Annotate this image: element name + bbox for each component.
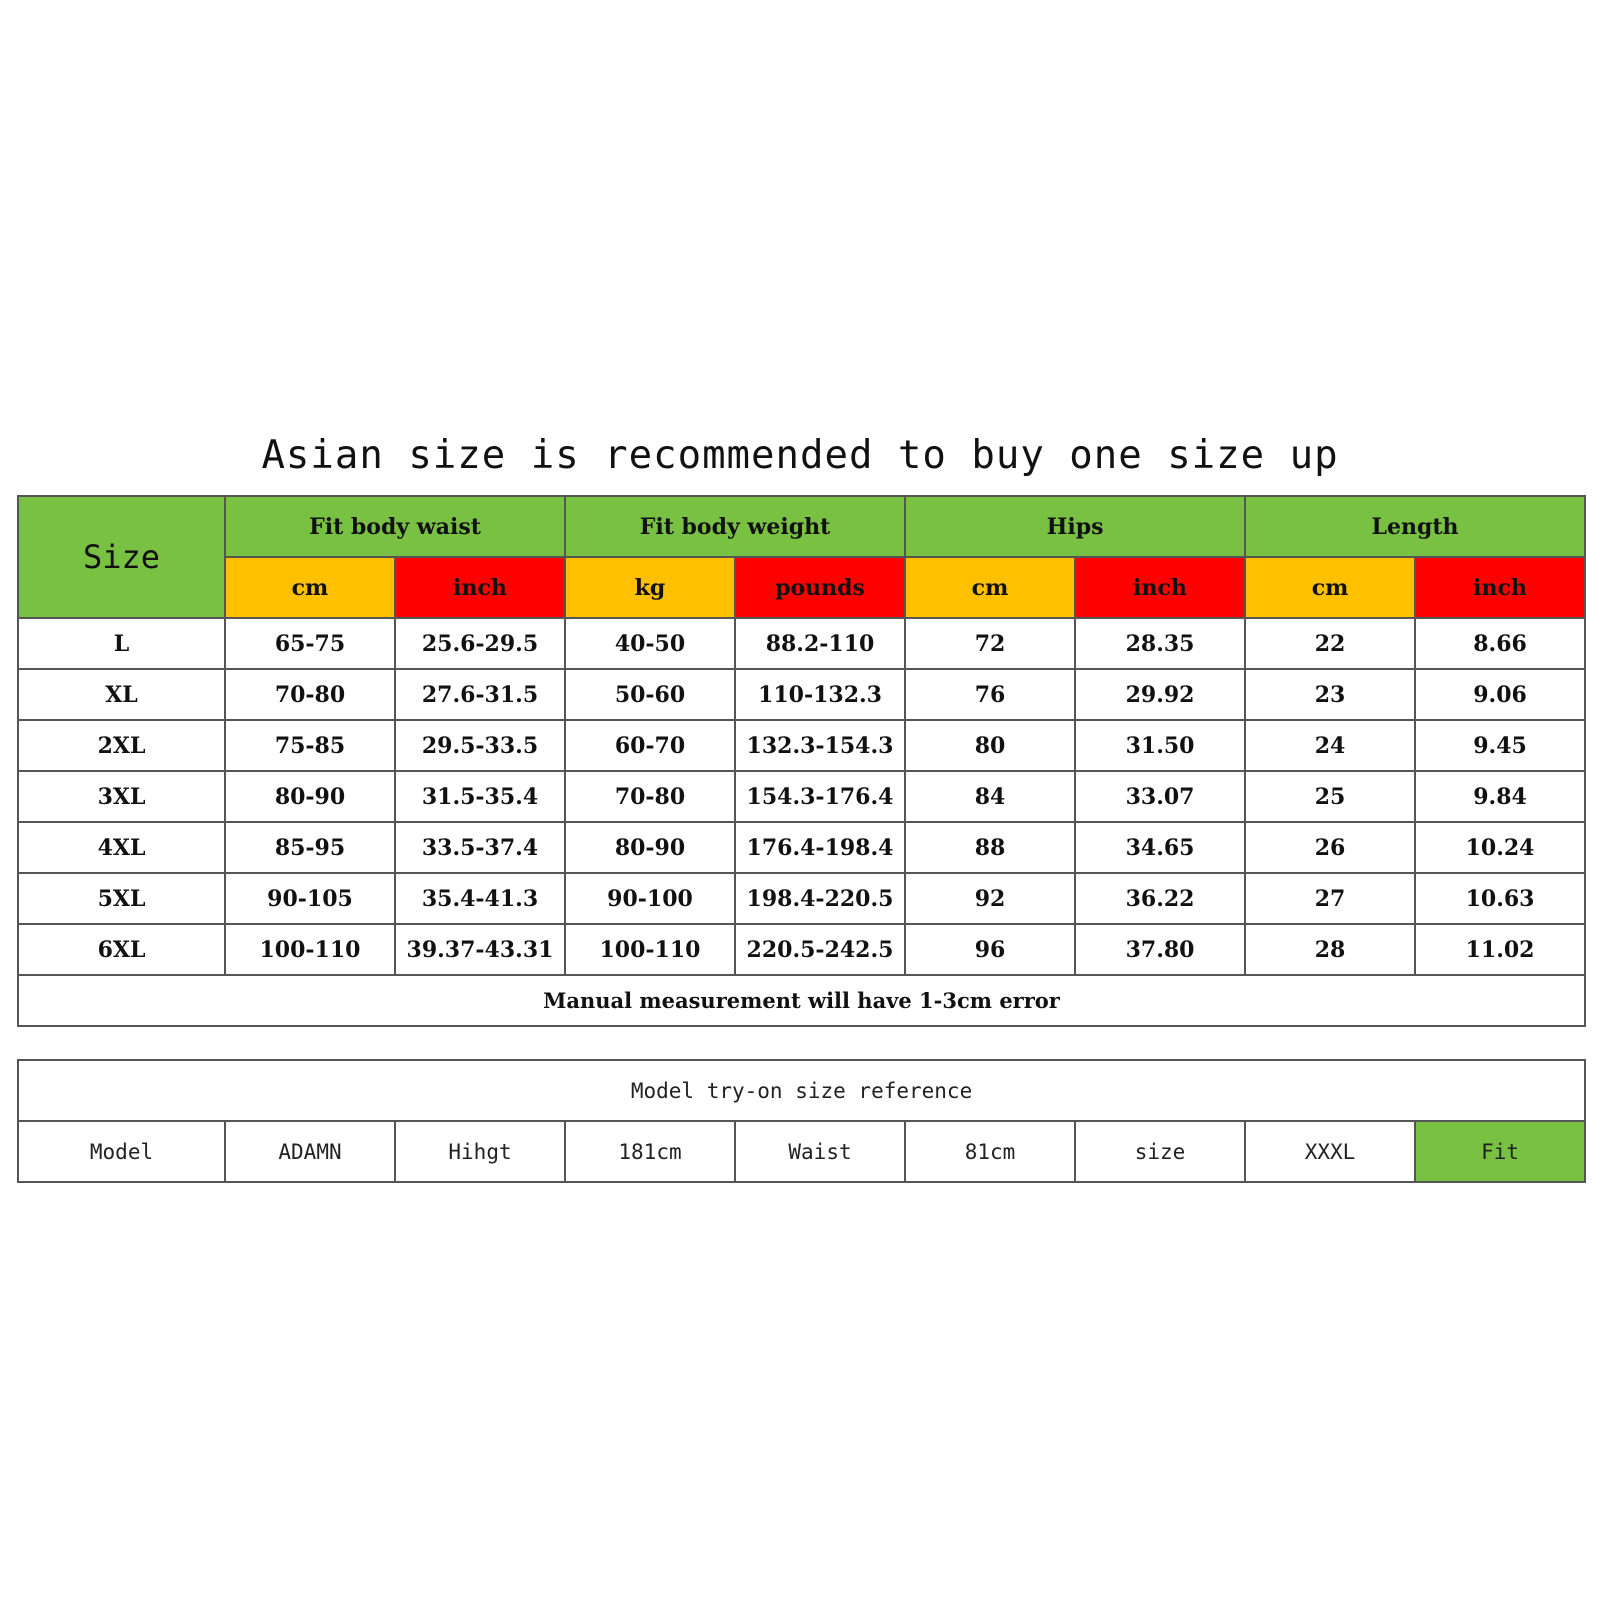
table-cell: 90-105	[225, 873, 395, 924]
table-cell: 80	[905, 720, 1075, 771]
model-heading-row	[18, 1060, 1585, 1121]
table-cell: 70-80	[225, 669, 395, 720]
header-row-groups	[18, 496, 1585, 557]
fit-badge: Fit	[1415, 1121, 1585, 1182]
table-cell: 36.22	[1075, 873, 1245, 924]
table-cell: 100-110	[565, 924, 735, 975]
table-cell: 50-60	[565, 669, 735, 720]
table-cell: 72	[905, 618, 1075, 669]
table-cell: 70-80	[565, 771, 735, 822]
unit-header: inch	[395, 557, 565, 618]
table-cell: 10.24	[1415, 822, 1585, 873]
unit-header: inch	[1075, 557, 1245, 618]
table-cell: 9.84	[1415, 771, 1585, 822]
table-cell: 132.3-154.3	[735, 720, 905, 771]
table-cell: 176.4-198.4	[735, 822, 905, 873]
height-value-cell: 181cm	[565, 1121, 735, 1182]
table-cell: L	[18, 618, 225, 669]
model-name-cell: ADAMN	[225, 1121, 395, 1182]
unit-header: cm	[1245, 557, 1415, 618]
table-cell: 35.4-41.3	[395, 873, 565, 924]
table-cell: 9.06	[1415, 669, 1585, 720]
table-cell: XL	[18, 669, 225, 720]
table-cell: 88	[905, 822, 1075, 873]
unit-header: inch	[1415, 557, 1585, 618]
size-column-header: Size	[18, 496, 225, 618]
table-cell: 6XL	[18, 924, 225, 975]
size-value-cell: XXXL	[1245, 1121, 1415, 1182]
table-cell: 33.5-37.4	[395, 822, 565, 873]
table-cell: 8.66	[1415, 618, 1585, 669]
unit-header: kg	[565, 557, 735, 618]
table-cell: 3XL	[18, 771, 225, 822]
table-cell: 92	[905, 873, 1075, 924]
table-cell: 75-85	[225, 720, 395, 771]
table-row	[18, 873, 1585, 924]
height-label-cell: Hihgt	[395, 1121, 565, 1182]
table-cell: 28.35	[1075, 618, 1245, 669]
table-cell: 65-75	[225, 618, 395, 669]
table-cell: 39.37-43.31	[395, 924, 565, 975]
table-cell: 60-70	[565, 720, 735, 771]
group-header-waist: Fit body waist	[225, 496, 565, 557]
table-cell: 84	[905, 771, 1075, 822]
size-chart-table	[17, 495, 1586, 1027]
table-cell: 27	[1245, 873, 1415, 924]
table-cell: 31.50	[1075, 720, 1245, 771]
table-row	[18, 924, 1585, 975]
table-cell: 76	[905, 669, 1075, 720]
table-cell: 90-100	[565, 873, 735, 924]
table-cell: 25.6-29.5	[395, 618, 565, 669]
page-title: Asian size is recommended to buy one size up	[261, 433, 1339, 478]
table-cell: 37.80	[1075, 924, 1245, 975]
model-label-cell: Model	[18, 1121, 225, 1182]
table-cell: 29.92	[1075, 669, 1245, 720]
unit-header: cm	[225, 557, 395, 618]
table-cell: 29.5-33.5	[395, 720, 565, 771]
table-row	[18, 669, 1585, 720]
table-cell: 2XL	[18, 720, 225, 771]
table-cell: 40-50	[565, 618, 735, 669]
table-row	[18, 771, 1585, 822]
waist-value-cell: 81cm	[905, 1121, 1075, 1182]
table-cell: 88.2-110	[735, 618, 905, 669]
note-row	[18, 975, 1585, 1026]
size-label-cell: size	[1075, 1121, 1245, 1182]
table-cell: 9.45	[1415, 720, 1585, 771]
table-cell: 85-95	[225, 822, 395, 873]
group-header-hips: Hips	[905, 496, 1245, 557]
table-cell: 198.4-220.5	[735, 873, 905, 924]
table-cell: 28	[1245, 924, 1415, 975]
model-data-row	[18, 1121, 1585, 1182]
table-cell: 4XL	[18, 822, 225, 873]
table-cell: 26	[1245, 822, 1415, 873]
table-cell: 154.3-176.4	[735, 771, 905, 822]
header-row-units	[18, 557, 1585, 618]
table-cell: 34.65	[1075, 822, 1245, 873]
table-cell: 110-132.3	[735, 669, 905, 720]
table-cell: 10.63	[1415, 873, 1585, 924]
table-cell: 22	[1245, 618, 1415, 669]
table-cell: 5XL	[18, 873, 225, 924]
unit-header: pounds	[735, 557, 905, 618]
model-reference-heading: Model try-on size reference	[18, 1060, 1585, 1121]
model-reference-table	[17, 1059, 1586, 1183]
table-cell: 11.02	[1415, 924, 1585, 975]
group-header-weight: Fit body weight	[565, 496, 905, 557]
unit-header: cm	[905, 557, 1075, 618]
group-header-length: Length	[1245, 496, 1585, 557]
table-cell: 33.07	[1075, 771, 1245, 822]
table-cell: 23	[1245, 669, 1415, 720]
table-cell: 31.5-35.4	[395, 771, 565, 822]
measurement-note: Manual measurement will have 1-3cm error	[18, 975, 1585, 1026]
table-row	[18, 822, 1585, 873]
table-cell: 96	[905, 924, 1075, 975]
table-cell: 24	[1245, 720, 1415, 771]
table-row	[18, 618, 1585, 669]
table-cell: 220.5-242.5	[735, 924, 905, 975]
table-cell: 80-90	[565, 822, 735, 873]
table-row	[18, 720, 1585, 771]
waist-label-cell: Waist	[735, 1121, 905, 1182]
table-cell: 80-90	[225, 771, 395, 822]
table-cell: 27.6-31.5	[395, 669, 565, 720]
table-cell: 25	[1245, 771, 1415, 822]
table-cell: 100-110	[225, 924, 395, 975]
